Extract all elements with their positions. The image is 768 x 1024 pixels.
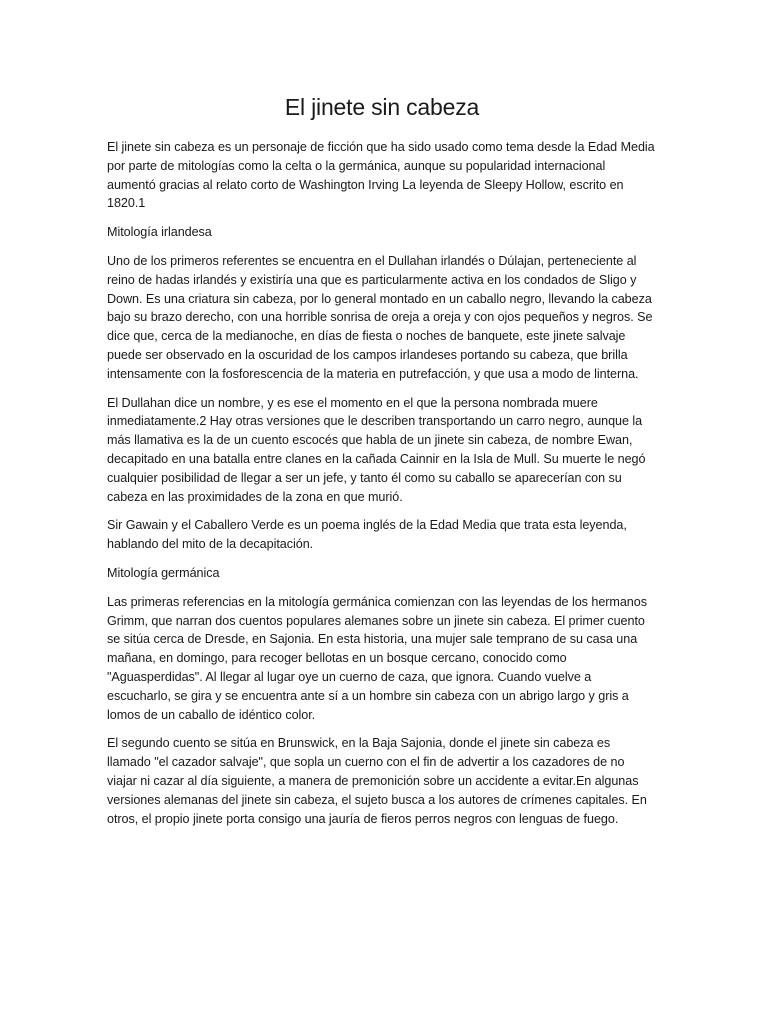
paragraph-grimm: Las primeras referencias en la mitología germánica comienzan con las leyendas de los hermanos Grimm, que narran dos cuentos populares alemanes sobre un jinete sin cabeza. El primer cuento se sitúa cerca de Dresde, en Sajonia. En esta historia, una mujer sale temprano de su casa una mañana, en domingo, para recoger bellotas en un bosque cercano, conocido como "Aguasperdidas". Al llegar al lugar oye un cuerno de caza, que ignora. Cuando vuelve a escucharlo, se gira y se encuentra ante sí a un hombre sin cabeza con un abrigo largo y gris a lomos de un caballo de idéntico color. <box>107 594 647 722</box>
paragraph-sir-gawain: Sir Gawain y el Caballero Verde es un poema inglés de la Edad Media que trata esta leyenda, hablando del mito de la decapitación. <box>107 518 627 552</box>
document-page <box>107 92 657 838</box>
paragraph-dullahan-name: El Dullahan dice un nombre, y es ese el momento en el que la persona nombrada muere inmediatamente.2 Hay otras versiones que le describen transportando un carro negro, aunque la más llamativa es la de un cuento escocés que habla de un jinete sin cabeza, de nombre Ewan, decapitado en una batalla entre clanes en la cañada Cainnir en la Isla de Mull. Su muerte le negó cualquier posibilidad de llegar a ser un jefe, y tanto él como su caballo se aparecerían con su cabeza en las proximidades de la zona en que murió. <box>107 395 646 504</box>
section-heading-germanic: Mitología germánica <box>107 565 220 580</box>
document-title: El jinete sin cabeza <box>284 94 480 120</box>
paragraph-intro: El jinete sin cabeza es un personaje de ficción que ha sido usado como tema desde la Edad Media por parte de mitologías como la celta o la germánica, aunque su popularidad internacional aumentó gracias al relato corto de Washington Irving La leyenda de Sleepy Hollow, escrito en 1820.1 <box>107 140 655 211</box>
section-heading-irish: Mitología irlandesa <box>107 225 212 240</box>
paragraph-dullahan: Uno de los primeros referentes se encuentra en el Dullahan irlandés o Dúlajan, perteneciente al reino de hadas irlandés y existiría una que es particularmente activa en los condados de Sligo y Down. Es una criatura sin cabeza, por lo general montado en un caballo negro, llevando la cabeza bajo su brazo derecho, con una horrible sonrisa de oreja a oreja y con ojos pequeños y negros. Se dice que, cerca de la medianoche, en días de fiesta o noches de banquete, este jinete salvaje puede ser observado en la oscuridad de los campos irlandeses portando su cabeza, que brilla intensamente con la fosforescencia de la materia en putrefacción, y que usa a modo de linterna. <box>107 253 653 381</box>
paragraph-brunswick: El segundo cuento se sitúa en Brunswick, en la Baja Sajonia, donde el jinete sin cabeza es llamado "el cazador salvaje", que sopla un cuerno con el fin de advertir a los cazadores de no viajar ni cazar al día siguiente, a manera de premonición sobre un accidente a evitar.En algunas versiones alemanas del jinete sin cabeza, el sujeto busca a los autores de crímenes capitales. En otros, el propio jinete porta consigo una jauría de fieros perros negros con lenguas de fuego. <box>107 736 647 826</box>
